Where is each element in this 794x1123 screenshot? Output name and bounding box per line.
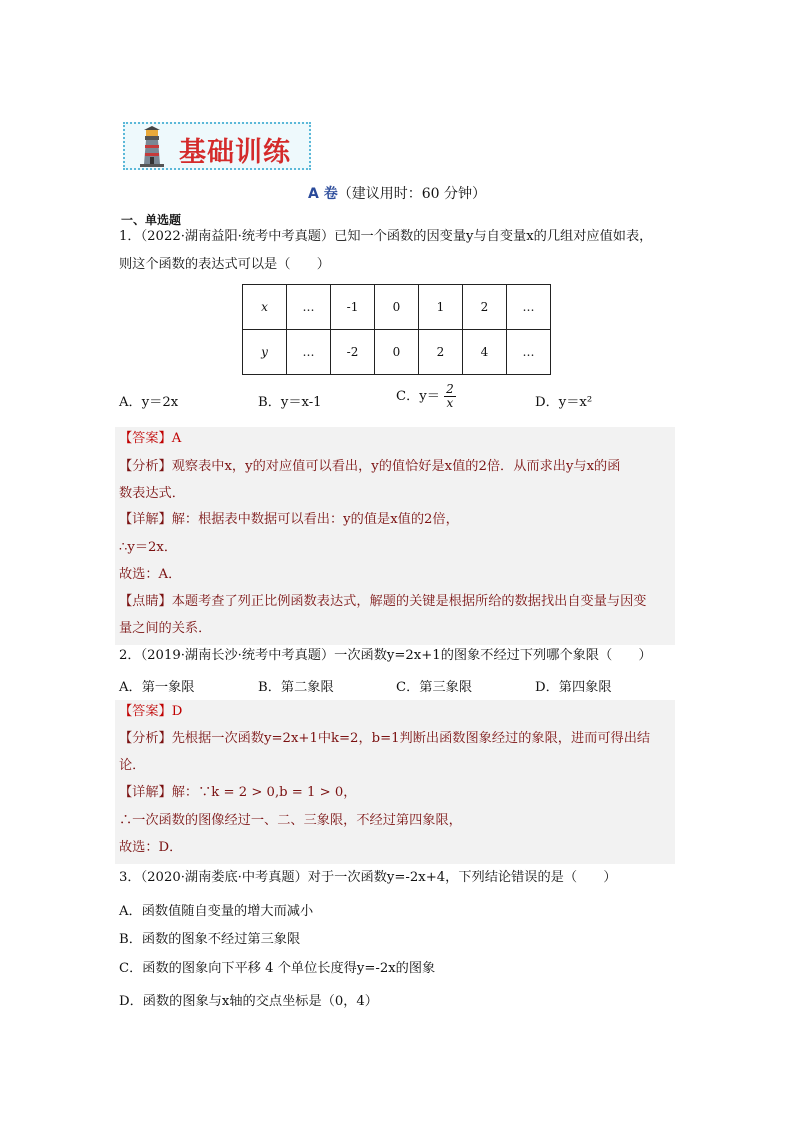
q3-option-c: C．函数的图象向下平移 4 个单位长度得y=-2x的图象 [119,961,436,976]
table-cell: 2 [419,330,463,375]
table-cell: … [507,330,551,375]
lighthouse-icon [135,126,169,168]
table-row [243,330,551,375]
q3-option-d: D．函数的图象与x轴的交点坐标是（0，4） [119,994,378,1009]
q1-option-d: D．y＝x² [535,395,593,410]
q2-analysis-line1: 【分析】先根据一次函数y=2x+1中k=2，b=1判断出函数图象经过的象限，进而可得出结 [119,731,651,746]
q2-solution-box [115,700,675,864]
table-cell: 0 [375,330,419,375]
q1-stem-line1: 1．（2022·湖南益阳·统考中考真题）已知一个函数的因变量y与自变量x的几组对应值如表， [119,229,653,244]
q2-option-d: D．第四象限 [535,680,612,695]
q2-detail-line1: 【详解】解：∵k = 2 > 0,b = 1 > 0， [119,785,357,800]
q2-answer: 【答案】D [119,704,183,719]
q1-point-line1: 【点睛】本题考查了列正比例函数表达式，解题的关键是根据所给的数据找出自变量与因变 [119,594,647,609]
banner-title: 基础训练 [179,137,291,168]
q1-answer: 【答案】A [119,431,182,446]
q2-detail-line3: 故选：D． [119,840,183,855]
q1-analysis-line2: 数表达式． [119,486,185,501]
fraction-numerator: 2 [446,382,454,396]
q1-option-c [396,383,456,410]
table-cell: -1 [331,285,375,330]
table-cell: … [507,285,551,330]
section-banner [123,122,311,170]
q1-option-a: A．y＝2x [119,395,179,410]
q1-stem-line2: 则这个函数的表达式可以是（ ） [119,257,330,272]
paper-title [0,183,794,203]
q3-stem: 3．（2020·湖南娄底·中考真题）对于一次函数y=-2x+4，下列结论错误的是（ ） [119,870,617,885]
q2-option-c: C．第三象限 [396,680,473,695]
q1-option-c-prefix: C．y＝ [396,389,440,404]
q3-option-b: B．函数的图象不经过第三象限 [119,932,301,947]
q1-detail-line3: 故选：A． [119,567,182,582]
q1-analysis-line1: 【分析】观察表中x，y的对应值可以看出，y的值恰好是x值的2倍．从而求出y与x的函 [119,459,621,474]
table-cell: 1 [419,285,463,330]
paper-title-bold: A 卷 [308,186,338,202]
table-cell: y [243,330,287,375]
q2-stem: 2．（2019·湖南长沙·统考中考真题）一次函数y=2x+1的图象不经过下列哪个象限（ ） [119,648,652,663]
table-row [243,285,551,330]
table-cell: 0 [375,285,419,330]
table-cell: -2 [331,330,375,375]
q2-option-a: A．第一象限 [119,680,195,695]
table-cell: x [243,285,287,330]
table-cell: 4 [463,330,507,375]
q2-option-b: B．第二象限 [258,680,334,695]
table-cell: … [287,330,331,375]
q1-value-table [242,284,551,375]
q1-option-b: B．y＝x-1 [258,395,322,410]
q2-analysis-line2: 论． [119,758,146,773]
q1-detail-line1: 【详解】解：根据表中数据可以看出：y的值是x值的2倍， [119,512,459,527]
q3-option-a: A．函数值随自变量的增大而减小 [119,904,314,919]
q2-detail-line2: ∴一次函数的图像经过一、二、三象限，不经过第四象限， [119,813,462,828]
table-cell: 2 [463,285,507,330]
q1-point-line2: 量之间的关系． [119,621,212,636]
section-heading: 一、单选题 [121,213,182,227]
q1-detail-line2: ∴y＝2x． [119,540,178,555]
fraction-denominator: x [446,396,454,410]
table-cell: … [287,285,331,330]
q1-option-c-fraction [444,383,456,410]
paper-title-rest: （建议用时：60 分钟） [337,186,486,202]
